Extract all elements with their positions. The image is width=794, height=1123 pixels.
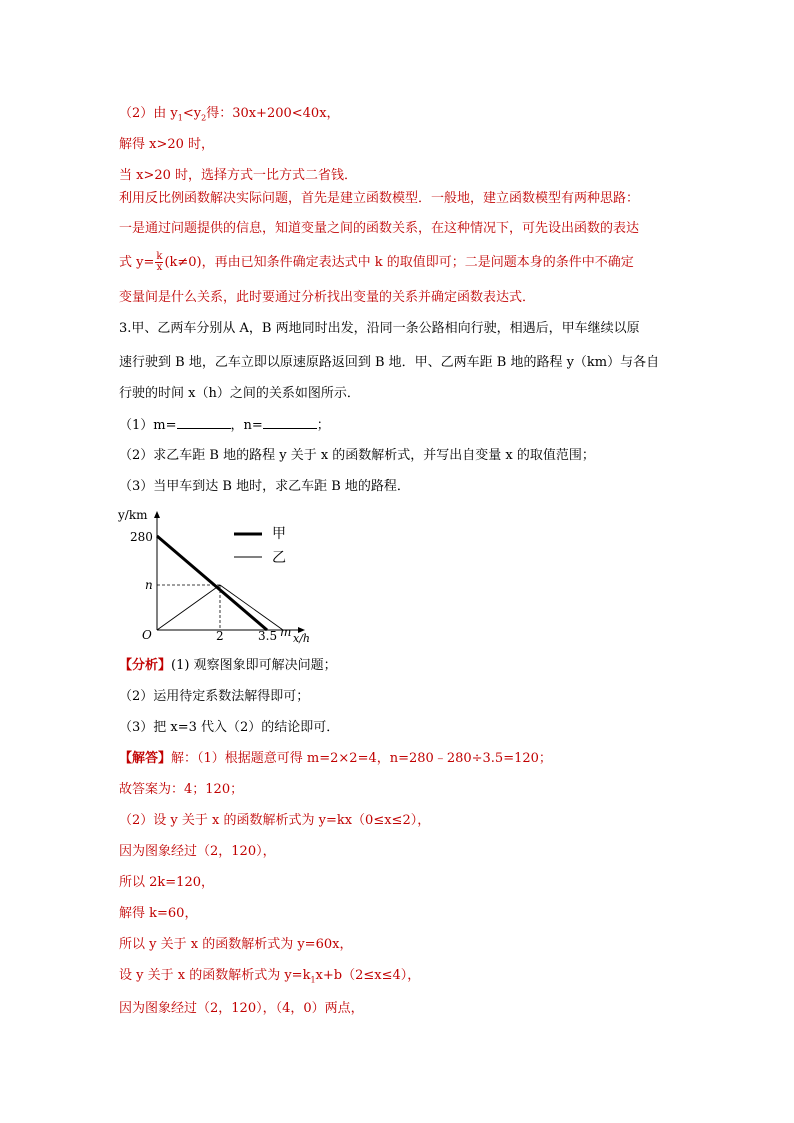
tick-label-m: m: [280, 625, 292, 639]
legend-jia-label: 甲: [272, 526, 286, 542]
legend-yi-label: 乙: [272, 550, 286, 566]
distance-time-graph: [112, 505, 322, 645]
answer-line-6: 解得 k=60，: [119, 906, 198, 921]
answer-line-1: 【解答】解：（1）根据题意可得 m=2×2=4，n=280﹣280÷3.5=120；: [119, 751, 552, 766]
solution-line-3: 当 x>20 时，选择方式一比方式二省钱．: [119, 168, 358, 183]
answer-tag: 【解答】: [119, 751, 172, 766]
yi-line-outbound: [157, 585, 220, 630]
answer-line-3: （2）设 y 关于 x 的函数解析式为 y=kx（0≤x≤2），: [119, 813, 431, 828]
answer-line-2: 故答案为：4；120；: [119, 782, 244, 797]
analysis-tag: 【分析】: [119, 658, 172, 673]
yi-line-return: [220, 585, 283, 630]
blank-m: [177, 417, 231, 429]
answer-line-5: 所以 2k=120，: [119, 875, 214, 890]
question-2: （2）求乙车距 B 地的路程 y 关于 x 的函数解析式，并写出自变量 x 的取值范围；: [119, 448, 595, 463]
answer-line-8: 设 y 关于 x 的函数解析式为 $y=k_1x+b(2\le x\le 4)$，: [119, 968, 421, 985]
analysis-line-2: （2）运用待定系数法解得即可；: [119, 689, 310, 704]
origin-label: O: [142, 628, 152, 642]
answer-line-4: 因为图象经过（2，120），: [119, 844, 276, 859]
tip-line-3: 式 y= $\frac{k}{x}$ (k≠0)，再由已知条件确定表达式中 k 的取值即可；二是问题本身的条件中不确定: [119, 251, 634, 273]
blank-n: [263, 417, 317, 429]
tick-label-280: 280: [130, 530, 153, 544]
solution-line-2: 解得 x>20 时，: [119, 137, 215, 152]
solution-line-1: （2）由 $y_1<y_2$得：30x+200<40x，: [119, 106, 340, 123]
problem3-line-3: 行驶的时间 x（h）之间的关系如图所示．: [119, 386, 360, 401]
problem3-line-1: 3.甲、乙两车分别从 A，B 两地同时出发，沿同一条公路相向行驶，相遇后，甲车继续以原: [119, 321, 640, 336]
fraction-k-over-x: $\frac{k}{x}$: [156, 251, 163, 273]
x-axis-label: x/h: [293, 632, 310, 645]
tip-line-4: 变量间是什么关系，此时要通过分析找出变量的关系并确定函数表达式．: [119, 290, 536, 305]
problem3-line-2: 速行驶到 B 地，乙车立即以原速原路返回到 B 地．甲、乙两车距 B 地的路程 y（km）与各自: [119, 355, 660, 370]
analysis-line-3: （3）把 x=3 代入（2）的结论即可．: [119, 720, 340, 735]
tip-line-1: 利用反比例函数解决实际问题，首先是建立函数模型．一般地，建立函数模型有两种思路：: [119, 191, 640, 206]
question-3: （3）当甲车到达 B 地时，求乙车距 B 地的路程．: [119, 479, 410, 494]
tick-label-n: n: [145, 578, 153, 592]
analysis-line-1: 【分析】(1) 观察图象即可解决问题；: [119, 658, 337, 673]
y-axis-label: y/km: [118, 508, 148, 522]
tick-label-2: 2: [216, 629, 224, 643]
question-1: （1）m= ，n= ；: [119, 418, 330, 433]
answer-line-7: 所以 y 关于 x 的函数解析式为 y=60x，: [119, 937, 353, 952]
jia-line: [157, 536, 267, 630]
tick-label-3-5: 3.5: [258, 629, 278, 643]
tip-line-2: 一是通过问题提供的信息，知道变量之间的函数关系，在这种情况下，可先设出函数的表达: [119, 221, 640, 236]
y-axis-arrow: [154, 511, 160, 518]
answer-line-9: 因为图象经过（2，120），（4，0）两点，: [119, 1001, 364, 1016]
